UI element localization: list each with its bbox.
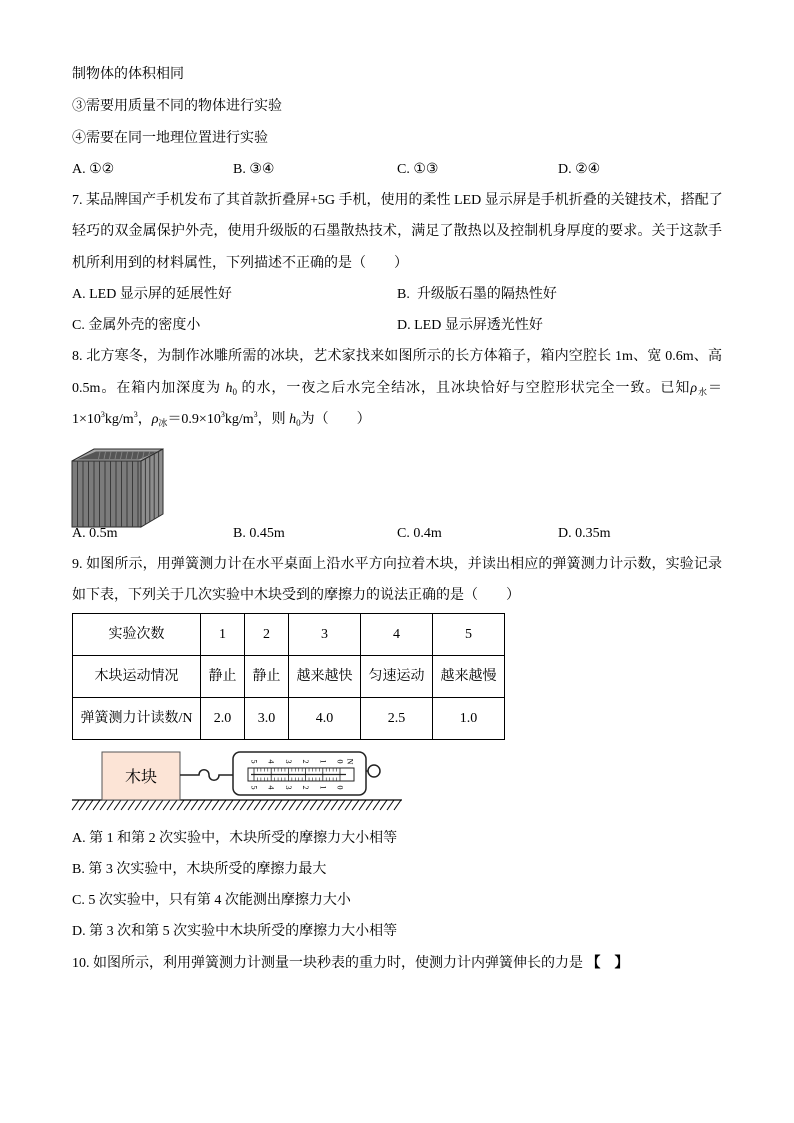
variable-h: h [225,381,233,396]
ground-hatch-line [247,800,254,810]
q6-option-c[interactable]: C. ①③ [397,162,439,177]
ground-hatch-line [303,800,310,810]
q7-option-c[interactable]: C. 金属外壳的密度小 [72,318,201,333]
ground-hatch-line [338,800,345,810]
table-cell: 4.0 [289,698,361,740]
box-figure [72,447,164,529]
q8-option-c[interactable]: C. 0.4m [397,526,442,541]
row-label-cell: 弹簧测力计读数/N [73,698,201,740]
spring-scale-figure [72,748,404,814]
ground-hatch-line [324,800,331,810]
q9-stem-line-1: 9. 如图所示，用弹簧测力计在水平桌面上沿水平方向拉着木块，并读出相应的弹簧测力计示数，实验记录 [72,557,722,572]
q6-statement-4: ④需要在同一地理位置进行实验 [72,131,268,146]
ground-hatch-line [79,800,86,810]
scale-number-bottom-3: 3 [283,785,293,790]
ground-hatch-line [191,800,198,810]
ground-hatch-line [177,800,184,810]
scale-number-top-1: 1 [318,759,328,764]
ground-hatch-line [156,800,163,810]
q10-stem-text: 10. 如图所示，利用弹簧测力计测量一块秒表的重力时，使测力计内弹簧伸长的力是 [72,956,587,971]
ground-hatch-line [268,800,275,810]
box-side-face [141,449,163,527]
text-segment: 0.5m。在箱内加深度为 [72,381,226,396]
table-cell: 3.0 [245,698,289,740]
ground-hatch-line [198,800,205,810]
ground-hatch-line [282,800,289,810]
ground-hatch-line [93,800,100,810]
text-segment: kg/m [104,412,134,427]
q9-option-d[interactable]: D. 第 3 次和第 5 次实验中木块所受的摩擦力大小相等 [72,924,398,939]
table-row [73,614,505,656]
ground-hatch-line [86,800,93,810]
ground-hatch-line [275,800,282,810]
ground-hatch-line [114,800,121,810]
table-cell: 越来越慢 [433,656,505,698]
text-segment: 1×10 [72,412,101,427]
ground-hatch-line [387,800,394,810]
scale-number-top-3: 3 [283,759,293,764]
table-row [73,656,505,698]
scale-number-bottom-1: 1 [318,785,328,790]
q8-stem-line-2 [72,379,722,399]
text-segment: 为（ ） [300,412,371,427]
subscript-0: 0 [232,387,238,397]
scale-number-top-2: 2 [301,759,311,764]
ground-hatch-line [128,800,135,810]
q7-stem-line-1: 7. 某品牌国产手机发布了其首款折叠屏+5G 手机，使用的柔性 LED 显示屏是手机折叠的关键技术，搭配了 [72,193,723,208]
q9-stem-line-2: 如下表，下列关于几次实验中木块受到的摩擦力的说法正确的是（ ） [72,588,520,603]
ground-hatch-line [359,800,366,810]
ground-hatch-line [135,800,142,810]
ground-hatch-line [394,800,401,810]
ground-hatch-line [163,800,170,810]
ground-hatch-line [142,800,149,810]
text-segment: kg/m [224,412,254,427]
symbol-rho: ρ [690,381,698,396]
table-cell: 4 [361,614,433,656]
experiment-record-table [72,613,505,740]
superscript: 3 [133,410,138,419]
ground-hatch-line [226,800,233,810]
ground-hatch-line [352,800,359,810]
q6-option-d[interactable]: D. ②④ [558,162,601,177]
text-segment: ，则 [257,412,290,427]
table-cell: 5 [433,614,505,656]
scale-number-top-0: 0 [335,759,345,764]
subscript-ice: 冰 [158,418,168,428]
text-segment: ， [137,412,152,427]
table-cell: 静止 [245,656,289,698]
subscript-0: 0 [296,418,301,428]
wooden-block-label: 木块 [124,769,158,786]
q9-option-b[interactable]: B. 第 3 次实验中，木块所受的摩擦力最大 [72,862,327,877]
text-segment: ＝ [708,381,723,396]
table-row [73,698,505,740]
ground-hatch-line [72,800,79,810]
ground-hatch-line [107,800,114,810]
ground-hatch-line [317,800,324,810]
table-cell: 静止 [201,656,245,698]
box-front-face [72,461,141,527]
ground-hatch-line [205,800,212,810]
q8-stem-line-1: 8. 北方寒冬，为制作冰雕所需的冰块，艺术家找来如图所示的长方体箱子，箱内空腔长 1m、宽 0.6m、高 [72,349,722,364]
ground-hatch-line [366,800,373,810]
ground-hatching [72,800,401,810]
ground-hatch-line [121,800,128,810]
ground-hatch-line [219,800,226,810]
ground-hatch-line [373,800,380,810]
ground-hatch-line [100,800,107,810]
q6-continuation: 制物体的体积相同 [72,67,184,82]
table-cell: 2.5 [361,698,433,740]
superscript: 3 [220,410,225,419]
ground-hatch-line [310,800,317,810]
ground-hatch-line [345,800,352,810]
q8-option-b[interactable]: B. 0.45m [233,526,285,541]
table-cell: 3 [289,614,361,656]
q7-stem-line-2: 轻巧的双金属保护外壳，使用升级版的石墨散热技术，满足了散热以及控制机身厚度的要求。关于这款手 [72,224,722,239]
ground-hatch-line [149,800,156,810]
answer-bracket[interactable]: 【 】 [586,956,629,971]
table-cell: 2 [245,614,289,656]
table-cell: 1.0 [433,698,505,740]
q8-stem-line-3 [72,410,371,430]
q6-option-a[interactable]: A. ①② [72,162,115,177]
table-cell: 1 [201,614,245,656]
variable-h: h [289,412,297,427]
table-cell: 匀速运动 [361,656,433,698]
q10-stem [72,954,629,974]
symbol-rho: ρ [151,412,159,427]
row-label-cell: 木块运动情况 [73,656,201,698]
superscript: 3 [100,410,105,419]
table-cell: 2.0 [201,698,245,740]
q9-option-c[interactable]: C. 5 次实验中，只有第 4 次能测出摩擦力大小 [72,893,351,908]
row-label-cell: 实验次数 [73,614,201,656]
ground-hatch-line [212,800,219,810]
ground-hatch-line [184,800,191,810]
scale-number-top-5: 5 [249,759,259,764]
scale-unit-label: N [345,758,355,765]
q8-option-a[interactable]: A. 0.5m [72,526,118,541]
ground-hatch-line [296,800,303,810]
q9-option-a[interactable]: A. 第 1 和第 2 次实验中，木块所受的摩擦力大小相等 [72,831,398,846]
ground-hatch-line [240,800,247,810]
q7-option-a[interactable]: A. LED 显示屏的延展性好 [72,287,232,302]
scale-number-bottom-4: 4 [266,785,276,790]
subscript-water: 水 [697,387,709,397]
scale-number-bottom-2: 2 [301,785,311,790]
q6-statement-3: ③需要用质量不同的物体进行实验 [72,99,282,114]
scale-number-bottom-0: 0 [335,785,345,790]
pull-hook [180,770,233,781]
scale-number-bottom-5: 5 [249,785,259,790]
ground-hatch-line [233,800,240,810]
q7-option-b[interactable]: B. 升级版石墨的隔热性好 [397,287,557,302]
ground-hatch-line [331,800,338,810]
q6-option-b[interactable]: B. ③④ [233,162,275,177]
scale-number-top-4: 4 [266,759,276,764]
ground-hatch-line [254,800,261,810]
ground-hatch-line [289,800,296,810]
text-segment: ＝0.9×10 [167,412,221,427]
superscript: 3 [253,410,258,419]
ground-hatch-line [170,800,177,810]
text-segment: 的水，一夜之后水完全结冰，且冰块恰好与空腔形状完全一致。已知 [237,381,691,396]
q7-option-d[interactable]: D. LED 显示屏透光性好 [397,318,543,333]
q7-stem-line-3: 机所利用到的材料属性，下列描述不正确的是（ ） [72,256,408,271]
ground-hatch-line [380,800,387,810]
q8-option-d[interactable]: D. 0.35m [558,526,611,541]
ground-hatch-line [261,800,268,810]
scale-ring [368,765,380,777]
table-cell: 越来越快 [289,656,361,698]
